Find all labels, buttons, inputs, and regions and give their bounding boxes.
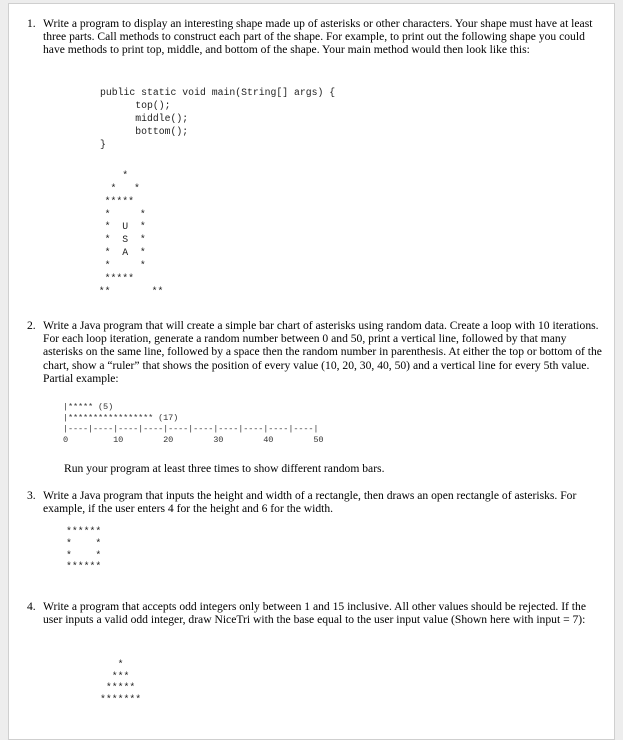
question-4-number: 4. [27, 600, 36, 613]
bar-chart-example: |***** (5) |***************** (17) |----|----|----|----|----|----|----|----|----|----| 0 10 20 30 40 50 [63, 402, 324, 445]
question-2-note: Run your program at least three times to show different random bars. [64, 462, 385, 475]
nicetri-example: * *** ***** ******* [100, 659, 142, 705]
question-2 [27, 319, 603, 385]
question-3 [27, 489, 603, 516]
question-4 [27, 600, 603, 627]
question-1-number: 1. [27, 17, 36, 30]
question-4-text: Write a program that accepts odd integers only between 1 and 15 inclusive. All other values should be rejected. If the user inputs a valid odd integer, draw NiceTri with the base equal to the user input value (Shown here with input = 7): [43, 600, 586, 627]
question-1 [27, 17, 603, 57]
question-1-text: Write a program to display an interesting shape made up of asterisks or other characters. Your shape must have at least three parts. Call methods to construct each part of the shape. For example, to print out the following shape you could have methods to print top, middle, and bottom of the shape. Your main method would then look like this: [43, 17, 593, 57]
usa-shape-example: * * * ***** * * * U * * S * * A * * * ***** ** ** [98, 170, 164, 297]
question-2-number: 2. [27, 319, 36, 332]
question-3-number: 3. [27, 489, 36, 502]
main-method-code: public static void main(String[] args) { top(); middle(); bottom(); } [100, 87, 336, 150]
rectangle-example: ****** * * * * ****** [66, 526, 102, 573]
question-2-text: Write a Java program that will create a simple bar chart of asterisks using random data. Create a loop with 10 iterations. For each loop iteration, generate a random number between 0 and 50, print a vertical line, followed by that many asterisks on the same line, followed by a space then the random number in parenthesis. At either the top or bottom of the chart, show a “ruler” that shows the position of every value (10, 20, 30, 40, 50) and a vertical line for every 5th value. Partial example: [43, 319, 602, 385]
document-page [8, 3, 615, 740]
question-3-text: Write a Java program that inputs the height and width of a rectangle, then draws an open rectangle of asterisks. For example, if the user enters 4 for the height and 6 for the width. [43, 489, 577, 516]
